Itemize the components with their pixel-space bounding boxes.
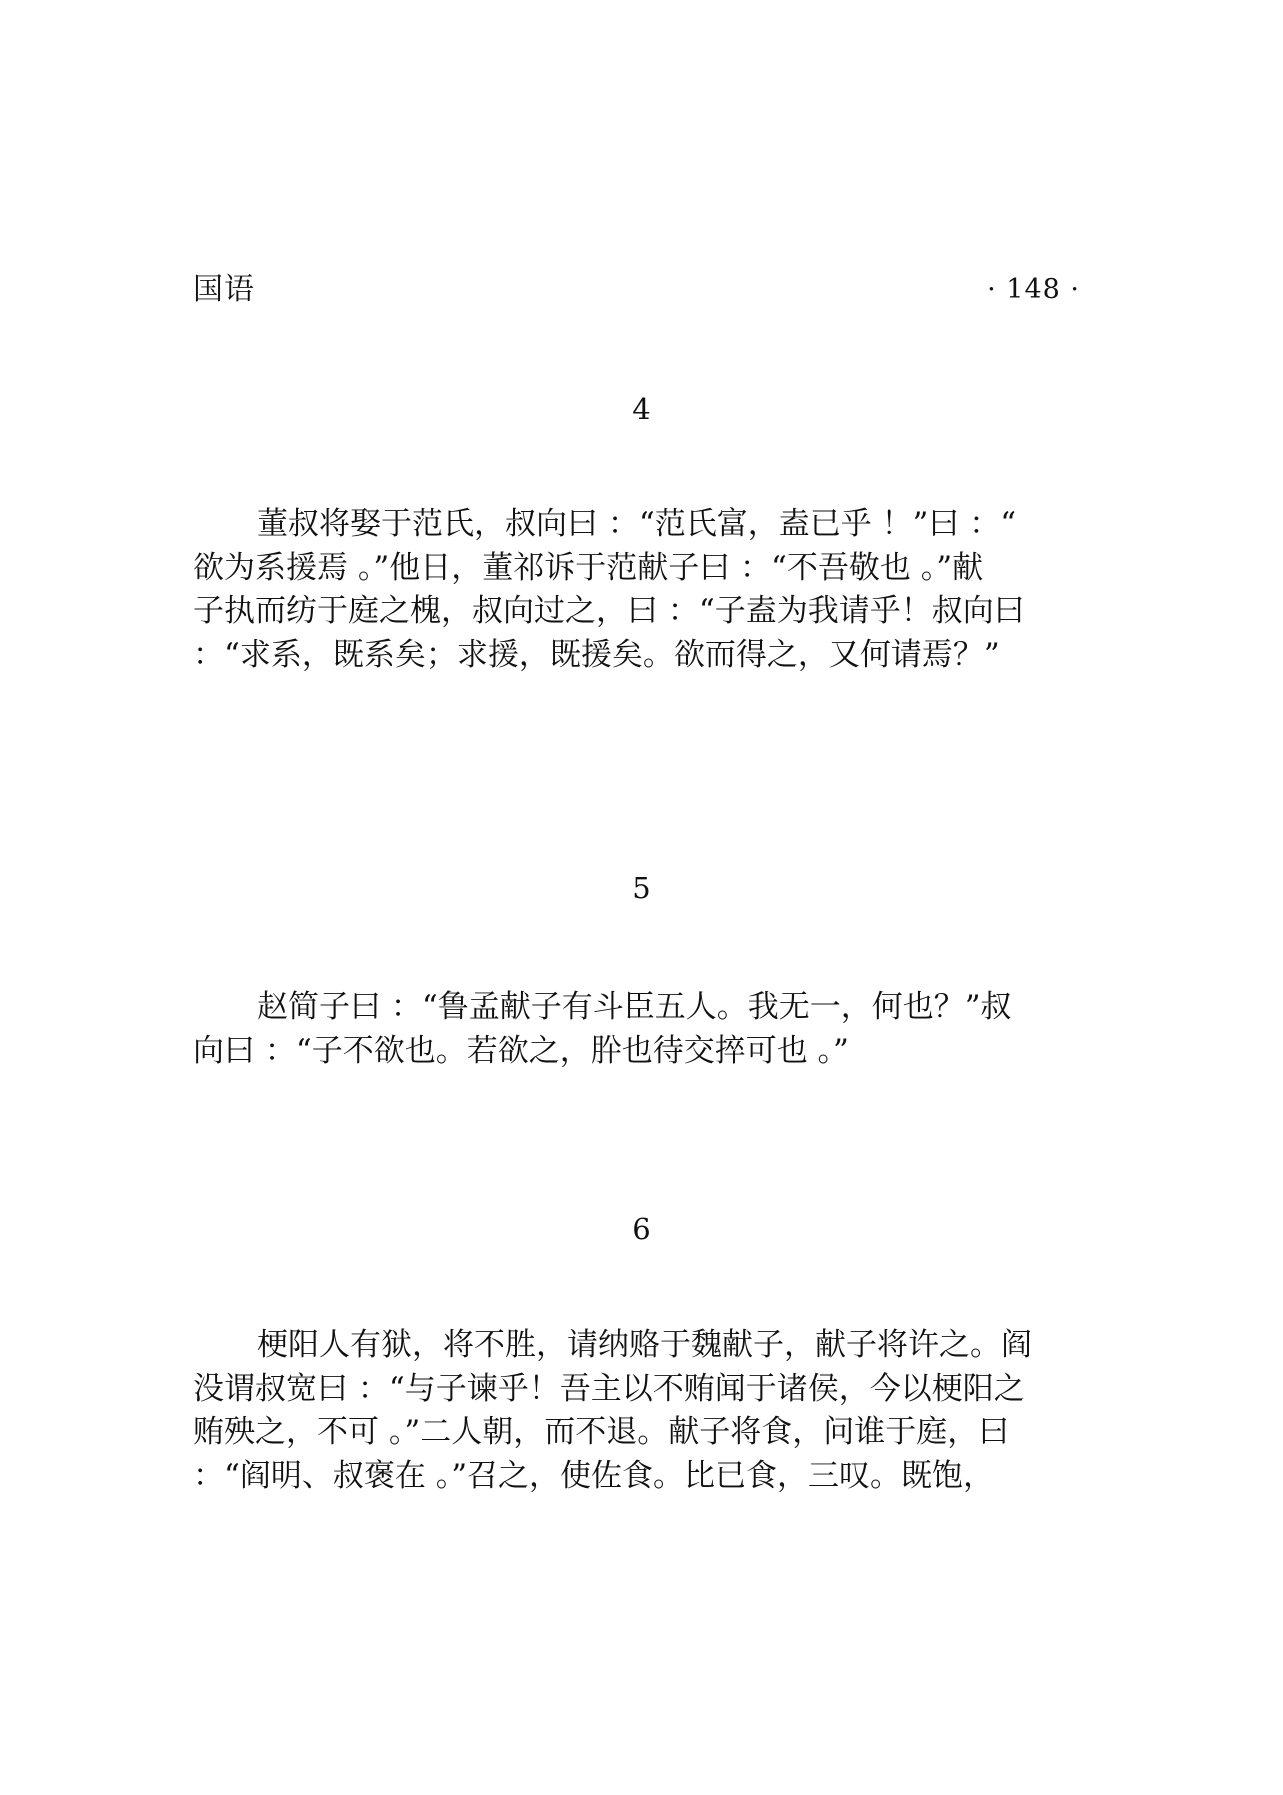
section-6-paragraph (193, 1324, 1083, 1498)
paragraph-line: 子执而纺于庭之槐，叔向过之，曰 ：“子盍为我请乎！叔向曰 (193, 593, 1025, 629)
section-number-5: 5 (632, 871, 651, 905)
paragraph-line: ：“求系，既系矣；求援，既援矣。欲而得之，又何请焉？” (193, 636, 1000, 673)
section-5-paragraph (193, 986, 1083, 1073)
paragraph-line: 董叔将娶于范氏，叔向曰 ：“范氏富，盍已乎 ！”曰 ：“ (257, 506, 1017, 542)
section-number-4: 4 (632, 392, 651, 426)
section-4-paragraph (193, 503, 1083, 677)
paragraph-line: 没谓叔宽曰 ：“与子谏乎！吾主以不贿闻于诸侯，今以梗阳之 (193, 1370, 1025, 1407)
paragraph-line: 欲为系援焉 。”他日，董祁诉于范献子曰 ：“不吾敬也 。”献 (193, 549, 984, 586)
paragraph-line: 梗阳人有狱，将不胜，请纳赂于魏献子，献子将许之。阎 (257, 1327, 1032, 1363)
section-number-6: 6 (632, 1212, 651, 1246)
paragraph-line: 贿殃之，不可 。”二人朝，而不退。献子将食，问谁于庭，曰 (193, 1414, 1010, 1450)
paragraph-line: ：“阎明、叔褒在 。”召之，使佐食。比已食，三叹。既饱， (193, 1457, 995, 1494)
paragraph-line: 向曰 ：“子不欲也。若欲之，肸也待交捽可也 。” (193, 1032, 849, 1069)
page-number: · 148 · (987, 274, 1080, 305)
paragraph-line: 赵简子曰 ：“鲁孟献子有斗臣五人。我无一，何也？”叔 (257, 989, 1012, 1025)
page-header (193, 268, 1080, 312)
book-title: 国语 (193, 272, 255, 307)
